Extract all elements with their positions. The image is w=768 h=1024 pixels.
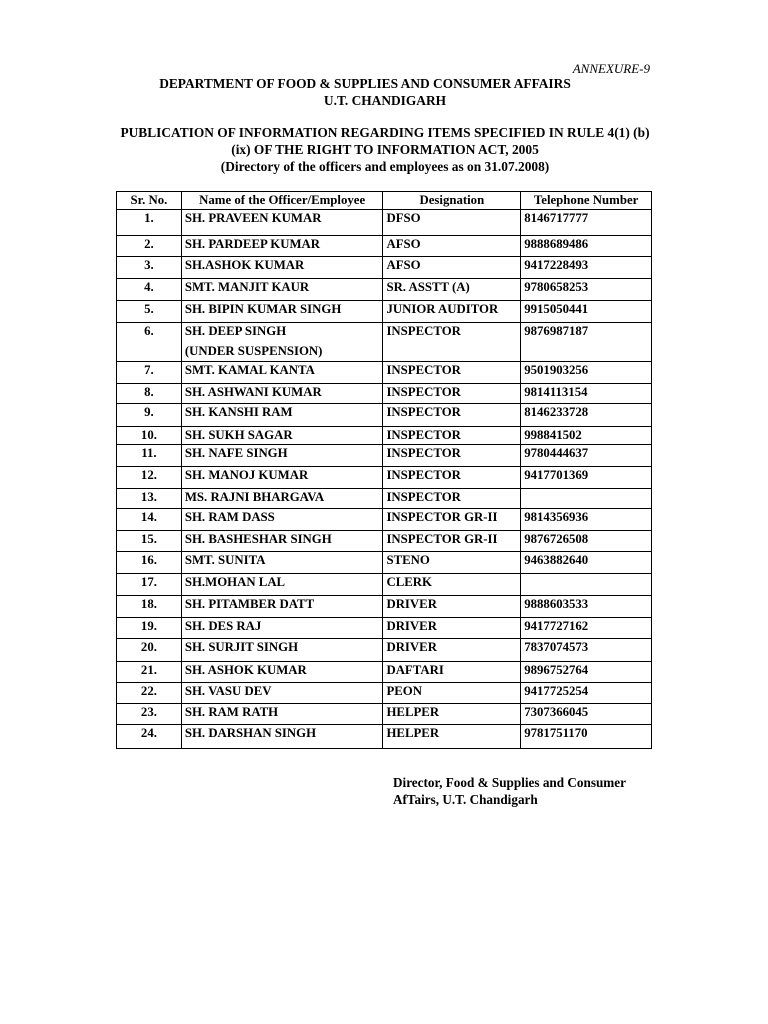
employee-name: SH. ASHWANI KUMAR: [184, 385, 322, 399]
employee-name: SMT. MANJIT KAUR: [184, 280, 310, 294]
cell-telephone: 7837074573: [521, 639, 652, 662]
employee-name: SH. PARDEEP KUMAR: [184, 237, 321, 251]
cell-telephone: 7307366045: [521, 704, 652, 725]
employee-name: SH. SUKH SAGAR: [184, 428, 293, 442]
table-row: [117, 236, 652, 257]
cell-telephone: 9780444637: [521, 445, 652, 467]
cell-name: [181, 404, 383, 427]
table-row: [117, 531, 652, 552]
cell-telephone: [521, 574, 652, 596]
cell-designation: JUNIOR AUDITOR: [383, 301, 521, 323]
table-row: [117, 384, 652, 404]
cell-name: [181, 279, 383, 301]
publication-heading: [100, 124, 670, 175]
cell-name: [181, 662, 383, 683]
cell-telephone: 9417725254: [521, 683, 652, 704]
cell-telephone: 9896752764: [521, 662, 652, 683]
table-row: [117, 323, 652, 362]
column-header-name: Name of the Officer/Employee: [181, 192, 383, 210]
cell-name: [181, 427, 383, 445]
cell-sr-no: 19.: [117, 618, 182, 639]
cell-designation: HELPER: [383, 704, 521, 725]
cell-name: [181, 301, 383, 323]
employee-name: SH. KANSHI RAM: [184, 405, 293, 419]
cell-sr-no: 17.: [117, 574, 182, 596]
cell-sr-no: 23.: [117, 704, 182, 725]
cell-name: [181, 531, 383, 552]
employee-name: SH. ASHOK KUMAR: [184, 663, 307, 677]
cell-telephone: 9417701369: [521, 467, 652, 489]
cell-sr-no: 22.: [117, 683, 182, 704]
cell-sr-no: 6.: [117, 323, 182, 362]
cell-telephone: 9417228493: [521, 257, 652, 279]
cell-telephone: 9876987187: [521, 323, 652, 362]
cell-name: [181, 467, 383, 489]
cell-designation: PEON: [383, 683, 521, 704]
table-row: [117, 683, 652, 704]
employee-name: SH. PITAMBER DATT: [184, 597, 315, 611]
location-title: U.T. CHANDIGARH: [323, 93, 447, 108]
signature-line-1: Director, Food & Supplies and Consumer: [393, 775, 627, 790]
cell-designation: HELPER: [383, 725, 521, 749]
employee-name: SH. RAM RATH: [184, 705, 279, 719]
column-header-designation: Designation: [383, 192, 521, 210]
table-row: [117, 301, 652, 323]
cell-designation: AFSO: [383, 257, 521, 279]
table-row: [117, 618, 652, 639]
employee-name: SH. NAFE SINGH: [184, 446, 288, 460]
cell-name: [181, 210, 383, 236]
employee-name: SH. BIPIN KUMAR SINGH: [184, 302, 342, 316]
column-header-telephone: Telephone Number: [521, 192, 652, 210]
employee-name: SH. BASHESHAR SINGH: [184, 532, 332, 546]
cell-telephone: 9780658253: [521, 279, 652, 301]
cell-telephone: 9814356936: [521, 509, 652, 531]
cell-telephone: 9501903256: [521, 362, 652, 384]
cell-name: [181, 323, 383, 362]
cell-designation: DRIVER: [383, 639, 521, 662]
employee-name: SH. SURJIT SINGH: [184, 640, 299, 654]
cell-name: [181, 257, 383, 279]
cell-name: [181, 362, 383, 384]
annexure-label: ANNEXURE-9: [572, 61, 650, 76]
table-row: [117, 639, 652, 662]
cell-sr-no: 8.: [117, 384, 182, 404]
cell-sr-no: 24.: [117, 725, 182, 749]
cell-name: [181, 574, 383, 596]
cell-telephone: 9814113154: [521, 384, 652, 404]
cell-sr-no: 20.: [117, 639, 182, 662]
cell-telephone: 8146233728: [521, 404, 652, 427]
cell-designation: INSPECTOR: [383, 384, 521, 404]
cell-telephone: 9781751170: [521, 725, 652, 749]
cell-designation: AFSO: [383, 236, 521, 257]
employee-name: SH. DEEP SINGH: [184, 324, 287, 338]
employee-name: SH.ASHOK KUMAR: [184, 258, 305, 272]
column-header-sr-no: Sr. No.: [117, 192, 182, 210]
cell-designation: INSPECTOR: [383, 467, 521, 489]
cell-telephone: 9876726508: [521, 531, 652, 552]
signature-block: [393, 774, 683, 808]
cell-telephone: 8146717777: [521, 210, 652, 236]
cell-telephone: 9915050441: [521, 301, 652, 323]
cell-designation: INSPECTOR: [383, 489, 521, 509]
cell-sr-no: 16.: [117, 552, 182, 574]
table-row: [117, 725, 652, 749]
employee-name: SH. DES RAJ: [184, 619, 262, 633]
cell-name: [181, 618, 383, 639]
employee-name: SMT. KAMAL KANTA: [184, 363, 315, 377]
cell-designation: SR. ASSTT (A): [383, 279, 521, 301]
cell-telephone: 998841502: [521, 427, 652, 445]
cell-sr-no: 12.: [117, 467, 182, 489]
publication-line-3: (Directory of the officers and employees as on 31.07.2008): [220, 159, 550, 174]
cell-sr-no: 11.: [117, 445, 182, 467]
cell-sr-no: 10.: [117, 427, 182, 445]
employee-name: SH. DARSHAN SINGH: [184, 726, 317, 740]
table-row: [117, 279, 652, 301]
cell-sr-no: 5.: [117, 301, 182, 323]
cell-sr-no: 9.: [117, 404, 182, 427]
cell-sr-no: 15.: [117, 531, 182, 552]
cell-designation: DRIVER: [383, 596, 521, 618]
cell-sr-no: 1.: [117, 210, 182, 236]
cell-telephone: 9417727162: [521, 618, 652, 639]
cell-telephone: [521, 489, 652, 509]
table-body: [117, 210, 652, 749]
cell-designation: INSPECTOR: [383, 323, 521, 362]
table-row: [117, 427, 652, 445]
cell-sr-no: 18.: [117, 596, 182, 618]
table-row: [117, 552, 652, 574]
cell-name: [181, 489, 383, 509]
table-row: [117, 210, 652, 236]
cell-sr-no: 2.: [117, 236, 182, 257]
cell-designation: DAFTARI: [383, 662, 521, 683]
cell-designation: INSPECTOR GR-II: [383, 531, 521, 552]
publication-line-2: (ix) OF THE RIGHT TO INFORMATION ACT, 2005: [231, 142, 539, 157]
cell-sr-no: 3.: [117, 257, 182, 279]
employee-name: SH. PRAVEEN KUMAR: [184, 211, 322, 225]
cell-sr-no: 13.: [117, 489, 182, 509]
employee-name: SH. RAM DASS: [184, 510, 275, 524]
cell-name: [181, 683, 383, 704]
table-row: [117, 574, 652, 596]
cell-telephone: 9888689486: [521, 236, 652, 257]
table-row: [117, 445, 652, 467]
cell-designation: INSPECTOR: [383, 404, 521, 427]
table-row: [117, 704, 652, 725]
cell-sr-no: 21.: [117, 662, 182, 683]
cell-designation: DFSO: [383, 210, 521, 236]
employee-name: SMT. SUNITA: [184, 553, 266, 567]
cell-name: [181, 384, 383, 404]
employee-name: MS. RAJNI BHARGAVA: [184, 490, 325, 504]
table-row: [117, 404, 652, 427]
publication-line-1: PUBLICATION OF INFORMATION REGARDING ITEMS SPECIFIED IN RULE 4(1) (b): [120, 125, 650, 140]
table-row: [117, 596, 652, 618]
employee-note: (UNDER SUSPENSION): [184, 344, 323, 358]
cell-name: [181, 725, 383, 749]
employee-name: SH. MANOJ KUMAR: [184, 468, 309, 482]
cell-designation: DRIVER: [383, 618, 521, 639]
cell-name: [181, 509, 383, 531]
table-header-row: [117, 192, 652, 210]
cell-name: [181, 704, 383, 725]
cell-designation: INSPECTOR: [383, 362, 521, 384]
employee-name: SH.MOHAN LAL: [184, 575, 286, 589]
cell-name: [181, 552, 383, 574]
cell-designation: INSPECTOR: [383, 445, 521, 467]
employee-directory-table: [116, 191, 652, 749]
department-title: DEPARTMENT OF FOOD & SUPPLIES AND CONSUMER AFFAIRS: [159, 76, 571, 91]
employee-name: SH. VASU DEV: [184, 684, 272, 698]
cell-name: [181, 639, 383, 662]
cell-sr-no: 7.: [117, 362, 182, 384]
document-header: [100, 75, 670, 109]
table-row: [117, 662, 652, 683]
cell-sr-no: 4.: [117, 279, 182, 301]
cell-designation: CLERK: [383, 574, 521, 596]
table-row: [117, 362, 652, 384]
cell-sr-no: 14.: [117, 509, 182, 531]
cell-designation: INSPECTOR: [383, 427, 521, 445]
table-row: [117, 467, 652, 489]
cell-name: [181, 445, 383, 467]
cell-telephone: 9888603533: [521, 596, 652, 618]
cell-designation: STENO: [383, 552, 521, 574]
cell-name: [181, 236, 383, 257]
signature-line-2: AfTairs, U.T. Chandigarh: [393, 792, 538, 807]
cell-designation: INSPECTOR GR-II: [383, 509, 521, 531]
cell-name: [181, 596, 383, 618]
table-row: [117, 509, 652, 531]
table-row: [117, 489, 652, 509]
cell-telephone: 9463882640: [521, 552, 652, 574]
table-row: [117, 257, 652, 279]
